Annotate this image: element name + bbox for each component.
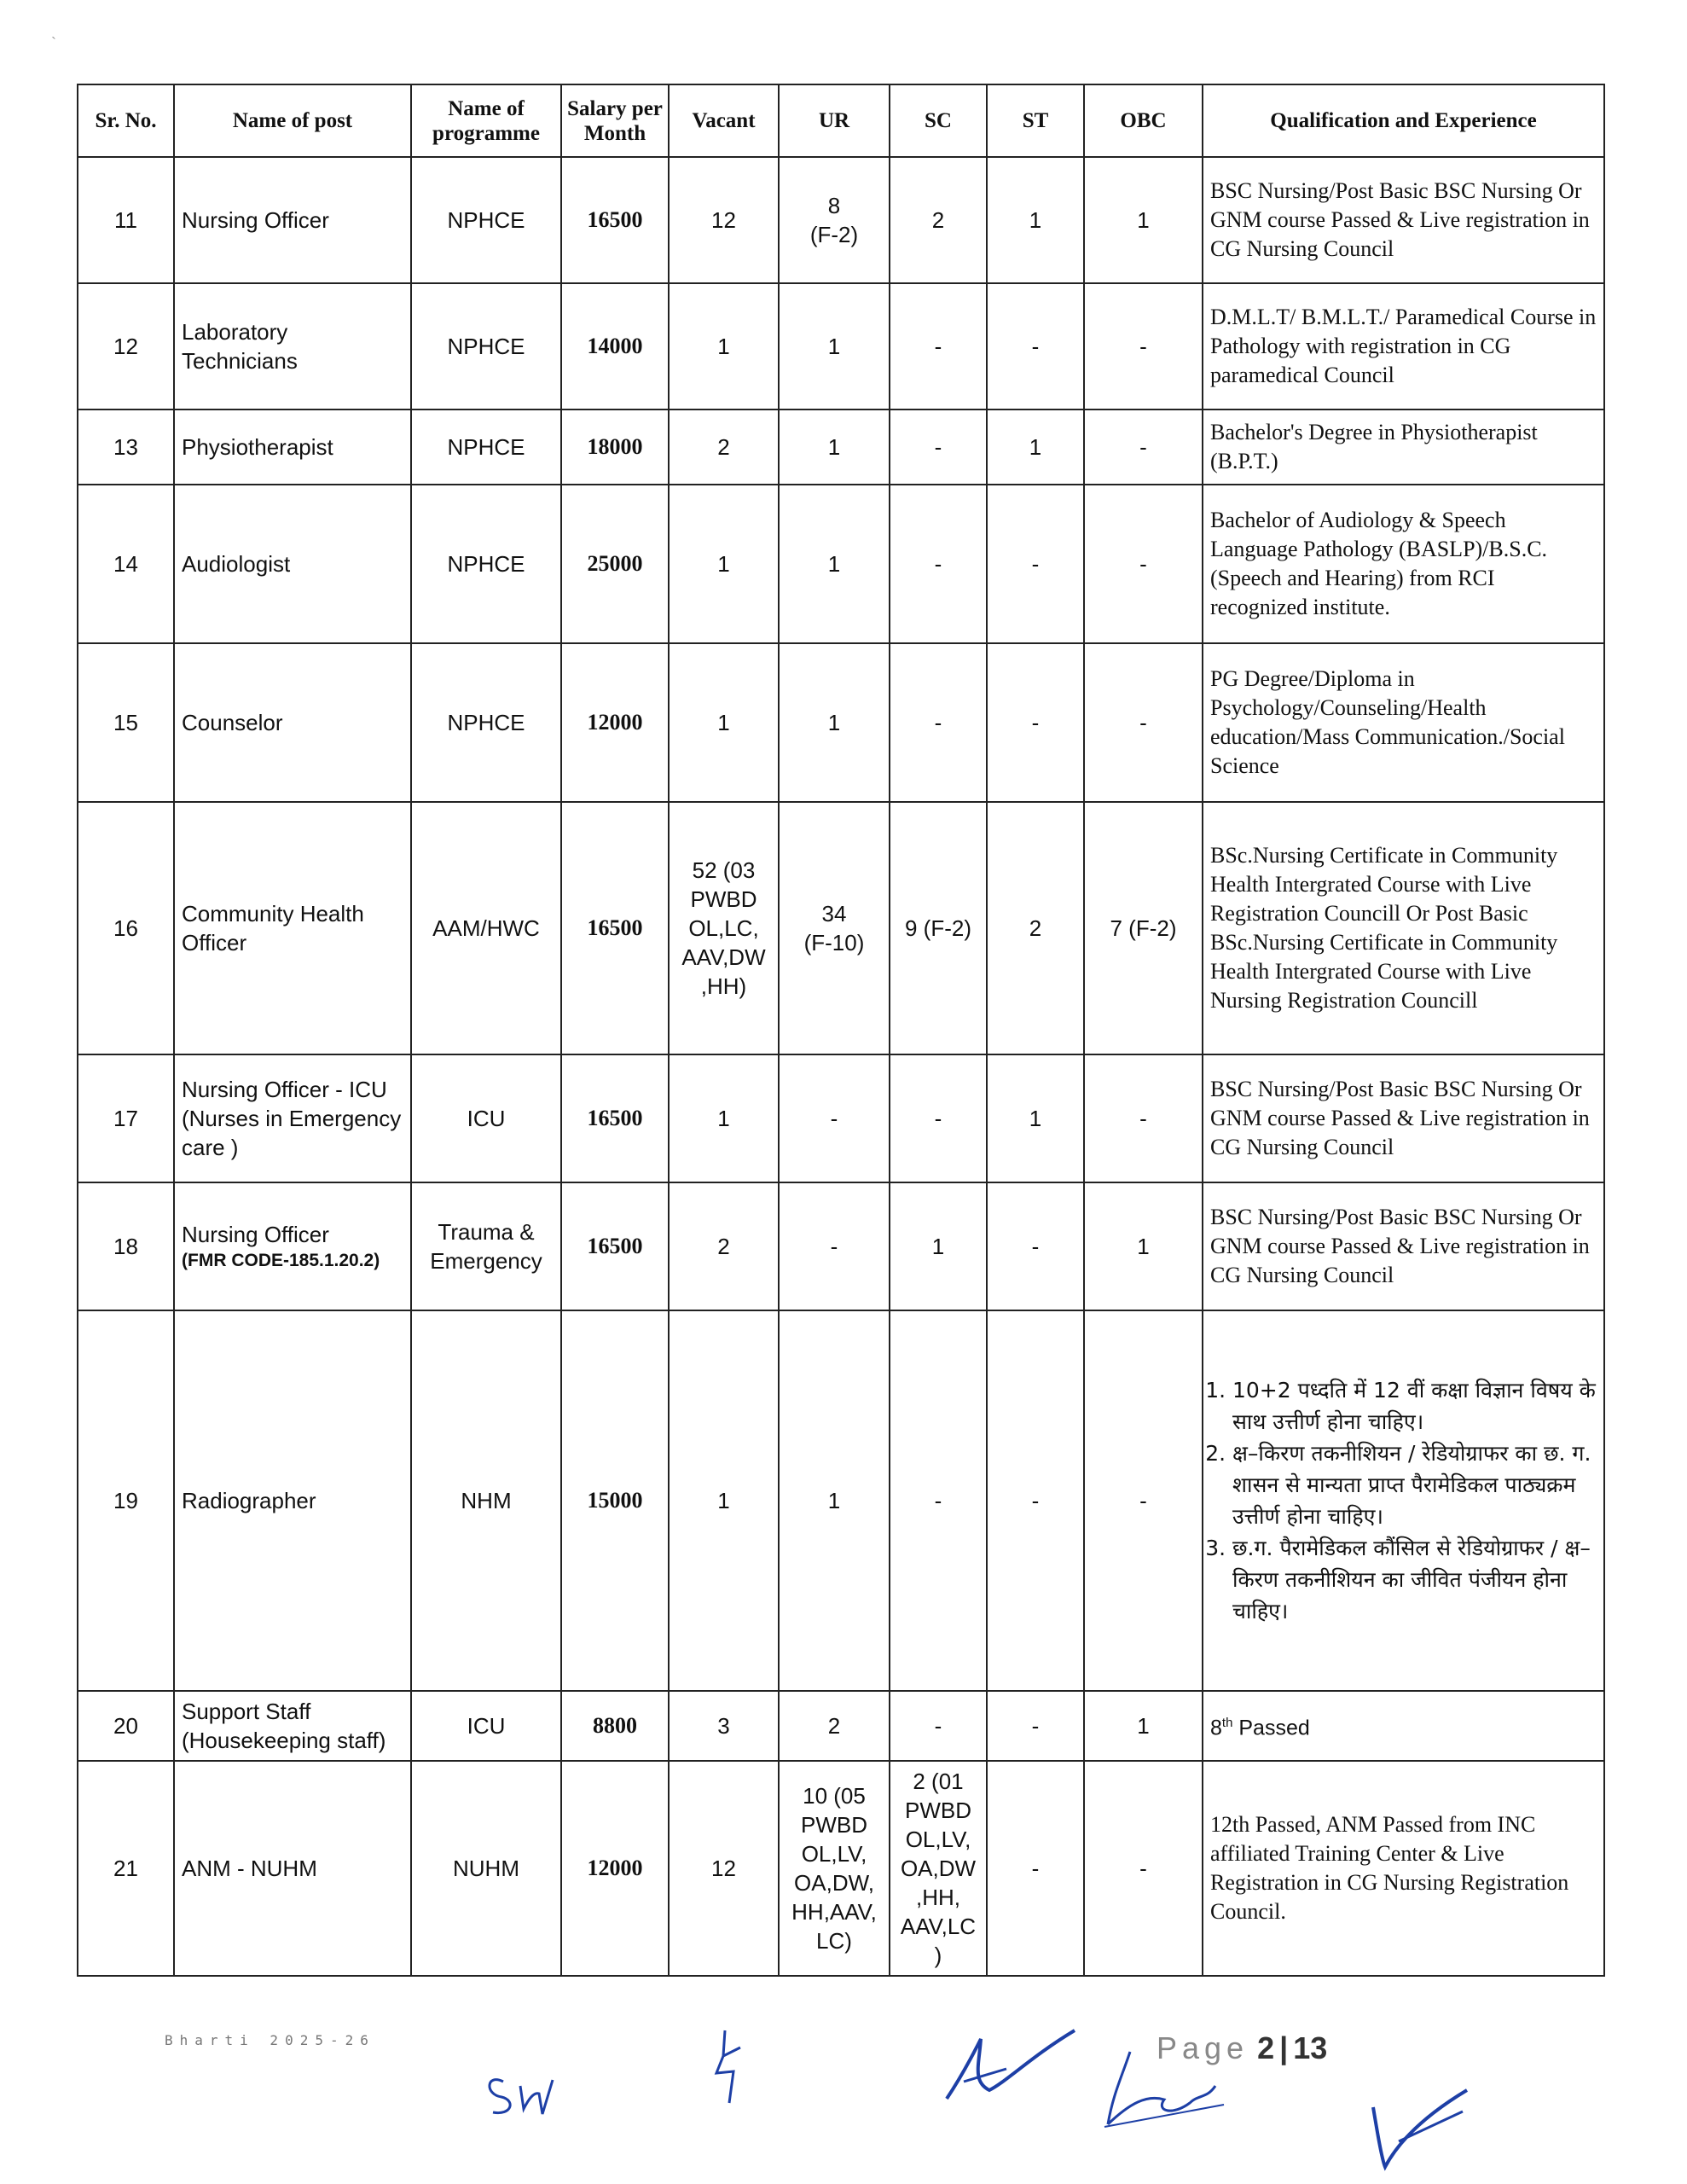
- cell-obc: 1: [1084, 1691, 1203, 1761]
- cell-programme: NPHCE: [411, 485, 561, 643]
- cell-post: Counselor: [174, 643, 411, 802]
- cell-vacant: 1: [669, 1054, 779, 1182]
- cell-post: Laboratory Technicians: [174, 283, 411, 410]
- cell-salary: 12000: [561, 643, 669, 802]
- cell-salary: 14000: [561, 283, 669, 410]
- cell-qualification: BSC Nursing/Post Basic BSC Nursing Or GNM course Passed & Live registration in CG Nursing Council: [1203, 1182, 1604, 1310]
- list-item: 1. 10+2 पध्दति में 12 वीं कक्षा विज्ञान विषय के साथ उत्तीर्ण होना चाहिए।: [1232, 1374, 1597, 1438]
- fmr-code-note: (FMR CODE-185.1.20.2): [182, 1251, 380, 1270]
- qual-ordinal: th: [1221, 1716, 1233, 1731]
- cell-vacant: 3: [669, 1691, 779, 1761]
- cell-obc: 1: [1084, 1182, 1203, 1310]
- cell-vacant: 52 (03 PWBD OL,LC, AAV,DW ,HH): [669, 802, 779, 1054]
- header-ur: UR: [779, 84, 890, 157]
- cell-post: [174, 1182, 411, 1310]
- cell-salary: 16500: [561, 802, 669, 1054]
- cell-salary: 12000: [561, 1761, 669, 1976]
- cell-programme: NPHCE: [411, 283, 561, 410]
- cell-salary: 18000: [561, 410, 669, 485]
- cell-qualification: [1203, 1691, 1604, 1761]
- cell-sc: -: [890, 283, 987, 410]
- table-row: [78, 485, 1604, 643]
- cell-vacant: 1: [669, 283, 779, 410]
- cell-qualification: BSc.Nursing Certificate in Community Health Intergrated Course with Live Registration Councill Or Post Basic BSc.Nursing Certificate in Community Health Intergrated Course with Live Nursing Registration Councill: [1203, 802, 1604, 1054]
- cell-programme: NPHCE: [411, 157, 561, 283]
- cell-sr: 16: [78, 802, 174, 1054]
- cell-st: 1: [987, 410, 1084, 485]
- cell-post: Support Staff (Housekeeping staff): [174, 1691, 411, 1761]
- qual-text: Passed: [1232, 1716, 1310, 1740]
- cell-sr: 12: [78, 283, 174, 410]
- cell-post: Community Health Officer: [174, 802, 411, 1054]
- cell-sc: -: [890, 643, 987, 802]
- header-sc: SC: [890, 84, 987, 157]
- table-row: [78, 1182, 1604, 1310]
- cell-obc: -: [1084, 410, 1203, 485]
- cell-programme: AAM/HWC: [411, 802, 561, 1054]
- cell-sr: 17: [78, 1054, 174, 1182]
- footer-document-code: Bharti 2025-26: [165, 2032, 375, 2048]
- cell-sr: 21: [78, 1761, 174, 1976]
- cell-vacant: 12: [669, 157, 779, 283]
- cell-vacant: 1: [669, 643, 779, 802]
- current-page: 2: [1257, 2030, 1275, 2065]
- table-header-row: [78, 84, 1604, 157]
- cell-qualification: BSC Nursing/Post Basic BSC Nursing Or GNM course Passed & Live registration in CG Nursing Council: [1203, 157, 1604, 283]
- table-row: [78, 1310, 1604, 1691]
- cell-vacant: 12: [669, 1761, 779, 1976]
- signature-1: [478, 2056, 580, 2124]
- cell-sc: -: [890, 1691, 987, 1761]
- cell-st: -: [987, 485, 1084, 643]
- signature-2: [699, 2022, 768, 2116]
- cell-sc: 1: [890, 1182, 987, 1310]
- cell-sc: 9 (F-2): [890, 802, 987, 1054]
- cell-sr: 20: [78, 1691, 174, 1761]
- cell-post: ANM - NUHM: [174, 1761, 411, 1976]
- cell-obc: -: [1084, 283, 1203, 410]
- qualification-list: [1210, 1374, 1597, 1627]
- cell-sc: -: [890, 1054, 987, 1182]
- cell-vacant: 1: [669, 485, 779, 643]
- page-label: Page: [1157, 2030, 1249, 2065]
- cell-sr: 11: [78, 157, 174, 283]
- cell-sc: -: [890, 485, 987, 643]
- table-row: [78, 802, 1604, 1054]
- list-item: 2. क्ष–किरण तकनीशियन / रेडियोग्राफर का छ. ग. शासन से मान्यता प्राप्त पैरामेडिकल पाठ्यक्रम उत्तीर्ण होना चाहिए।: [1232, 1438, 1597, 1532]
- cell-programme: Trauma & Emergency: [411, 1182, 561, 1310]
- cell-qualification: [1203, 1310, 1604, 1691]
- cell-st: -: [987, 1310, 1084, 1691]
- cell-obc: -: [1084, 1310, 1203, 1691]
- cell-obc: -: [1084, 485, 1203, 643]
- cell-obc: 1: [1084, 157, 1203, 283]
- cell-st: -: [987, 1761, 1084, 1976]
- cell-programme: NPHCE: [411, 643, 561, 802]
- cell-vacant: 1: [669, 1310, 779, 1691]
- cell-post: Physiotherapist: [174, 410, 411, 485]
- header-name-of-post: Name of post: [174, 84, 411, 157]
- qual-grade: 8: [1210, 1716, 1222, 1740]
- signature-3: [930, 2022, 1083, 2116]
- cell-ur: 34 (F-10): [779, 802, 890, 1054]
- cell-post: Audiologist: [174, 485, 411, 643]
- cell-obc: -: [1084, 1054, 1203, 1182]
- table-row: [78, 157, 1604, 283]
- header-sr-no: Sr. No.: [78, 84, 174, 157]
- cell-ur: 1: [779, 410, 890, 485]
- cell-ur: -: [779, 1054, 890, 1182]
- cell-salary: 25000: [561, 485, 669, 643]
- table-row: [78, 1691, 1604, 1761]
- recruitment-table: [77, 84, 1605, 1977]
- scan-mark: ˋ: [51, 34, 56, 51]
- header-vacant: Vacant: [669, 84, 779, 157]
- cell-st: 1: [987, 1054, 1084, 1182]
- cell-qualification: D.M.L.T/ B.M.L.T./ Paramedical Course in Pathology with registration in CG paramedical Council: [1203, 283, 1604, 410]
- cell-obc: 7 (F-2): [1084, 802, 1203, 1054]
- table-row: [78, 283, 1604, 410]
- cell-st: 1: [987, 157, 1084, 283]
- table-row: [78, 410, 1604, 485]
- cell-sc: -: [890, 1310, 987, 1691]
- header-salary: Salary per Month: [561, 84, 669, 157]
- table-row: [78, 643, 1604, 802]
- cell-sc: 2 (01 PWBD OL,LV, OA,DW ,HH, AAV,LC ): [890, 1761, 987, 1976]
- cell-st: -: [987, 1182, 1084, 1310]
- cell-st: -: [987, 1691, 1084, 1761]
- cell-qualification: PG Degree/Diploma in Psychology/Counseling/Health education/Mass Communication./Social Science: [1203, 643, 1604, 802]
- cell-sc: -: [890, 410, 987, 485]
- cell-salary: 16500: [561, 1054, 669, 1182]
- cell-salary: 15000: [561, 1310, 669, 1691]
- cell-qualification: Bachelor of Audiology & Speech Language Pathology (BASLP)/B.S.C. (Speech and Hearing) from RCI recognized institute.: [1203, 485, 1604, 643]
- cell-ur: 10 (05 PWBD OL,LV, OA,DW, HH,AAV, LC): [779, 1761, 890, 1976]
- cell-sc: 2: [890, 157, 987, 283]
- cell-post: Nursing Officer - ICU (Nurses in Emergency care ): [174, 1054, 411, 1182]
- cell-ur: 8 (F-2): [779, 157, 890, 283]
- cell-ur: 2: [779, 1691, 890, 1761]
- cell-sr: 13: [78, 410, 174, 485]
- total-pages: 13: [1293, 2030, 1328, 2065]
- cell-vacant: 2: [669, 410, 779, 485]
- cell-st: -: [987, 643, 1084, 802]
- signature-4: [1096, 2043, 1249, 2137]
- cell-sr: 18: [78, 1182, 174, 1310]
- cell-programme: NPHCE: [411, 410, 561, 485]
- cell-post: Nursing Officer: [174, 157, 411, 283]
- header-st: ST: [987, 84, 1084, 157]
- signature-5: [1365, 2082, 1475, 2175]
- cell-st: -: [987, 283, 1084, 410]
- cell-sr: 15: [78, 643, 174, 802]
- cell-vacant: 2: [669, 1182, 779, 1310]
- cell-sr: 14: [78, 485, 174, 643]
- table-row: [78, 1761, 1604, 1976]
- cell-ur: 1: [779, 283, 890, 410]
- cell-ur: 1: [779, 643, 890, 802]
- cell-obc: -: [1084, 643, 1203, 802]
- cell-qualification: 12th Passed, ANM Passed from INC affiliated Training Center & Live Registration in CG Nursing Registration Council.: [1203, 1761, 1604, 1976]
- header-programme: Name of programme: [411, 84, 561, 157]
- cell-st: 2: [987, 802, 1084, 1054]
- cell-programme: ICU: [411, 1054, 561, 1182]
- cell-programme: ICU: [411, 1691, 561, 1761]
- cell-obc: -: [1084, 1761, 1203, 1976]
- cell-ur: 1: [779, 1310, 890, 1691]
- cell-post: Radiographer: [174, 1310, 411, 1691]
- header-obc: OBC: [1084, 84, 1203, 157]
- cell-qualification: Bachelor's Degree in Physiotherapist (B.P.T.): [1203, 410, 1604, 485]
- cell-salary: 16500: [561, 157, 669, 283]
- cell-salary: 16500: [561, 1182, 669, 1310]
- cell-ur: 1: [779, 485, 890, 643]
- header-qualification: Qualification and Experience: [1203, 84, 1604, 157]
- table-row: [78, 1054, 1604, 1182]
- cell-sr: 19: [78, 1310, 174, 1691]
- post-name: Nursing Officer: [182, 1222, 329, 1247]
- cell-programme: NHM: [411, 1310, 561, 1691]
- page-separator: |: [1279, 2030, 1289, 2065]
- cell-programme: NUHM: [411, 1761, 561, 1976]
- cell-ur: -: [779, 1182, 890, 1310]
- cell-salary: 8800: [561, 1691, 669, 1761]
- list-item: 3. छ.ग. पैरामेडिकल कौंसिल से रेडियोग्राफर / क्ष–किरण तकनीशियन का जीवित पंजीयन होना चाहिए।: [1232, 1532, 1597, 1627]
- cell-qualification: BSC Nursing/Post Basic BSC Nursing Or GNM course Passed & Live registration in CG Nursing Council: [1203, 1054, 1604, 1182]
